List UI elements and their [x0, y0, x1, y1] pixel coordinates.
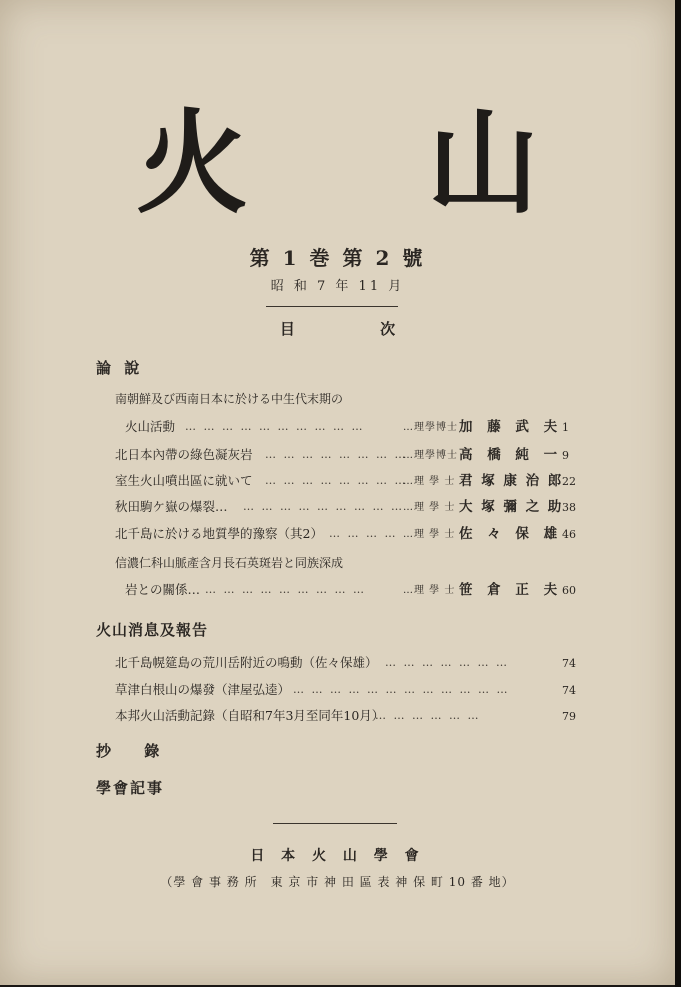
entry-title: 室生火山噴出區に就いて: [115, 473, 253, 488]
entry-title: 岩との關係…: [125, 582, 201, 597]
entry-author: 加 藤 武 夫: [459, 419, 563, 435]
entry-page: 22: [562, 475, 576, 488]
page-edge: [675, 0, 681, 987]
leader-dots: … … … … … … … … … …: [185, 420, 365, 433]
entry-degree: …理 學 士: [403, 502, 456, 513]
leader-dots: … … … … … … …: [385, 656, 509, 669]
toc-entry: [115, 446, 580, 464]
entry-degree: …理 學 士: [403, 585, 456, 596]
entry-degree: …理 學 士: [403, 529, 456, 540]
entry-page: 9: [562, 449, 569, 462]
entry-title: 南朝鮮及び西南日本に於ける中生代末期の: [115, 392, 344, 406]
entry-title: 本邦火山活動記錄（自昭和7年3月至同年10月）: [115, 708, 385, 723]
entry-author: 笹 倉 正 夫: [459, 582, 563, 598]
entry-page: 74: [562, 684, 576, 697]
divider: [273, 823, 397, 824]
entry-title: 北日本內帶の綠色凝灰岩: [115, 447, 253, 462]
toc-entry: [115, 707, 580, 725]
leader-dots: … … … … … … … … … … … …: [293, 683, 510, 696]
entry-page: 79: [562, 710, 576, 723]
section-heading-reports: 火山消息及報告: [96, 621, 209, 639]
entry-title: 北千島に於ける地質學的豫察（其2）: [115, 526, 323, 541]
entry-title: 北千島幌筵島の荒川岳附近の鳴動（佐々保雄）: [115, 655, 378, 670]
publisher-name: 日 本 火 山 學 會: [250, 848, 425, 864]
entry-title: 信濃仁科山脈產含月長石英斑岩と同族深成: [115, 556, 344, 570]
journal-title: 火 山: [136, 98, 609, 229]
entry-author: 君 塚 康 治 郎: [459, 473, 564, 489]
divider: [266, 306, 398, 307]
entry-page: 60: [562, 584, 576, 597]
entry-author: 高 橋 純 一: [459, 447, 563, 463]
section-heading-society-news: 學會記事: [96, 779, 165, 797]
issue-date: 昭 和 7 年 11 月: [270, 279, 405, 294]
toc-entry: [115, 681, 580, 699]
leader-dots: … … … … … …: [375, 709, 481, 722]
entry-title: 草津白根山の爆發（津屋弘逵）: [115, 682, 291, 697]
volume-number: 第 1 巻 第 2 號: [249, 246, 426, 270]
entry-degree: …理 學 士: [403, 476, 456, 487]
toc-entry: [115, 525, 580, 543]
entry-page: 74: [562, 657, 576, 670]
toc-entry: [125, 581, 590, 599]
section-heading-abstracts: 抄 錄: [96, 742, 174, 760]
leader-dots: … … … …: [329, 527, 398, 540]
leader-dots: … … … … … … … …: [265, 474, 408, 487]
toc-entry: [115, 472, 580, 490]
leader-dots: … … … … … … … … …: [205, 583, 366, 596]
entry-title: 火山活動: [125, 419, 176, 434]
entry-page: 38: [562, 501, 576, 514]
toc-entry: [115, 390, 580, 408]
entry-author: 大 塚 彌 之 助: [459, 499, 564, 515]
entry-page: 1: [562, 421, 569, 434]
section-heading-articles: 論 說: [96, 359, 144, 377]
publisher-address: （學 會 事 務 所 東 京 市 神 田 區 表 神 保 町 10 番 地）: [160, 875, 515, 889]
toc-entry: [125, 418, 590, 436]
leader-dots: … … … … … … … … …: [243, 500, 404, 513]
entry-degree: …理學博士: [403, 422, 458, 433]
toc-heading: 目 次: [279, 320, 436, 338]
entry-author: 佐 々 保 雄: [459, 526, 563, 542]
entry-title: 秋田駒ケ嶽の爆裂…: [115, 499, 228, 514]
entry-page: 46: [562, 528, 576, 541]
toc-entry: [115, 498, 580, 516]
toc-entry: [115, 654, 580, 672]
leader-dots: … … … … … … … …: [265, 448, 408, 461]
entry-degree: …理學博士: [403, 450, 458, 461]
toc-entry: [115, 554, 580, 572]
